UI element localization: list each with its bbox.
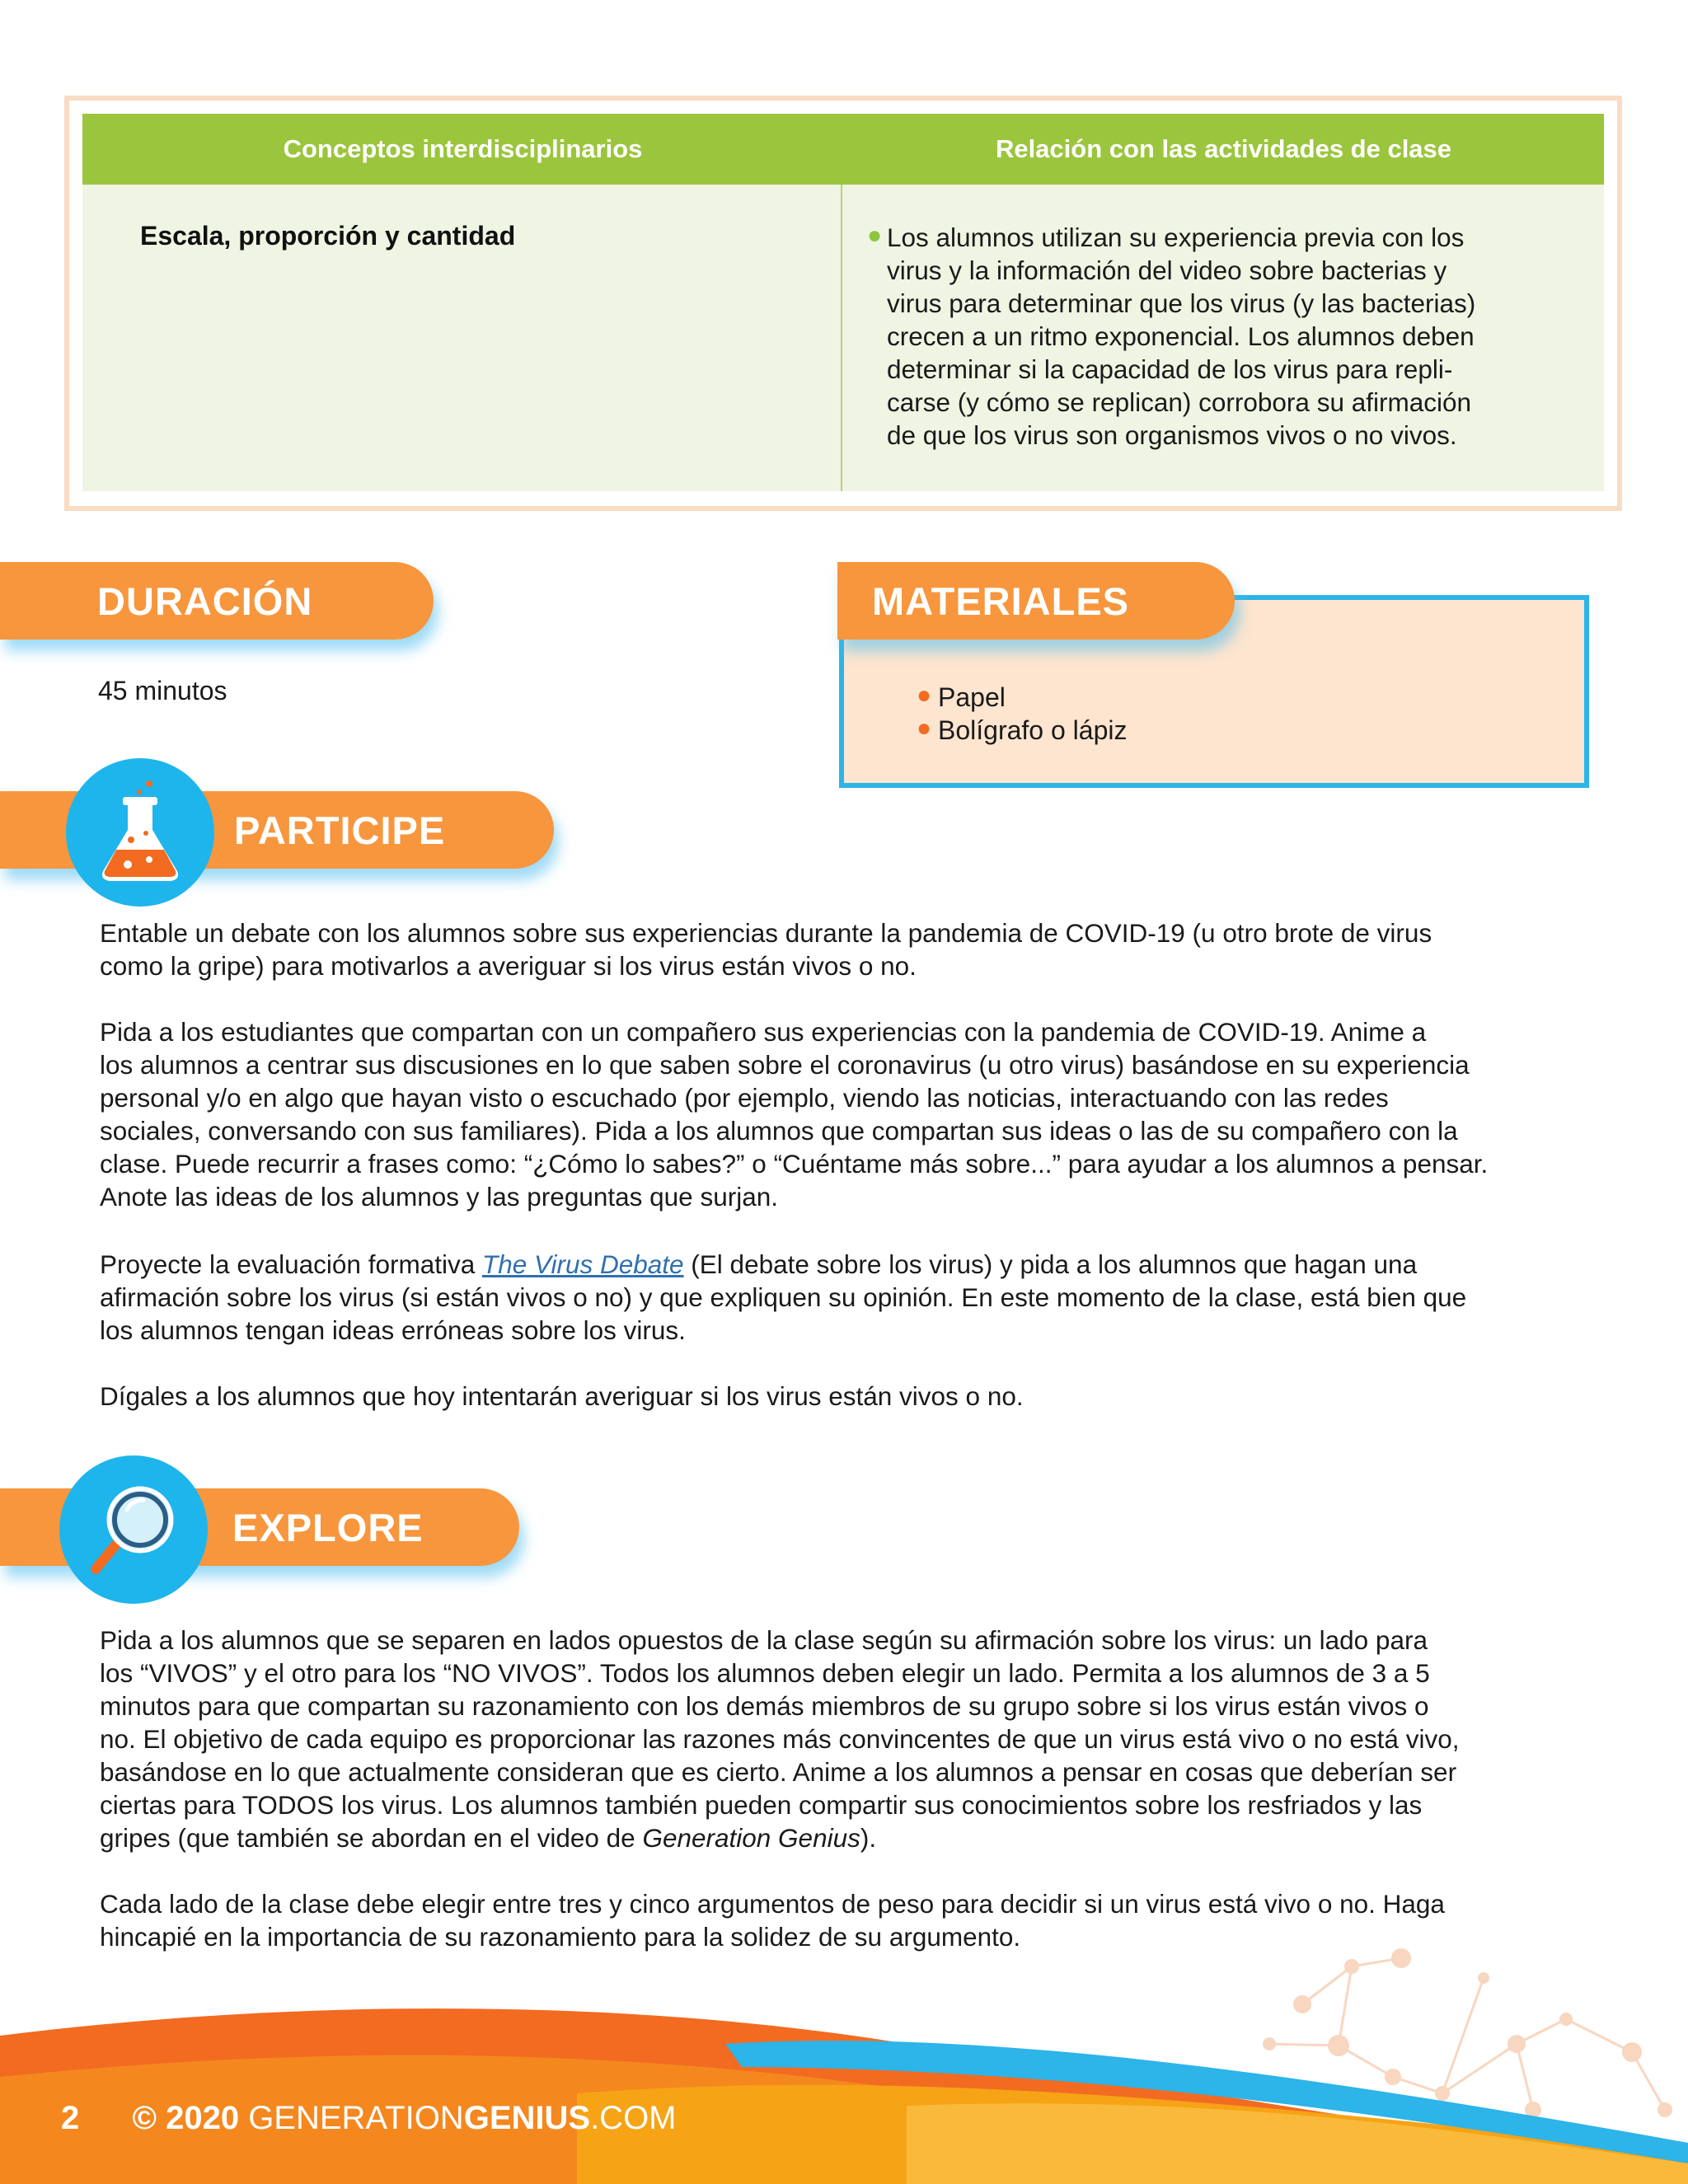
participe-paragraph-1 [100, 916, 1633, 982]
table-header-concepts: Conceptos interdisciplinarios [283, 134, 643, 163]
text-line: como la gripe) para motivarlos a averiguar si los virus están vivos o no. [100, 951, 917, 981]
bullet-icon: ● [867, 222, 883, 249]
text-line: Dígales a los alumnos que hoy intentarán averiguar si los virus están vivos o no. [100, 1381, 1024, 1411]
relation-line: de que los virus son organismos vivos o no vivos. [887, 420, 1457, 450]
relation-line: virus y la información del video sobre bacterias y [887, 255, 1447, 285]
material-label: Bolígrafo o lápiz [938, 715, 1128, 745]
text-run: ). [860, 1823, 877, 1853]
text-line: Entable un debate con los alumnos sobre sus experiencias durante la pandemia de COVID-19 (u otro brote de virus [100, 918, 1432, 948]
table-divider [841, 185, 842, 491]
text-line [100, 1248, 1633, 1281]
text-line: Pida a los alumnos que se separen en lados opuestos de la clase según su afirmación sobre los virus: un lado para [100, 1625, 1428, 1655]
virus-debate-link[interactable]: The Virus Debate [481, 1249, 684, 1279]
relation-line: virus para determinar que los virus (y las bacterias) [887, 288, 1476, 318]
text-line: los alumnos tengan ideas erróneas sobre los virus. [100, 1315, 686, 1345]
magnifier-icon [59, 1455, 208, 1604]
relation-line: carse (y cómo se replican) corrobora su afirmación [887, 387, 1472, 417]
text-line: minutos para que compartan su razonamiento con los demás miembros de su grupo sobre si los virus están vivos o [100, 1691, 1429, 1721]
list-item [917, 714, 1128, 747]
copyright: © 2020 [132, 2100, 249, 2136]
brand-text: .COM [590, 2100, 677, 2136]
text-line: Cada lado de la clase debe elegir entre tres y cinco argumentos de peso para decidir si un virus está vivo o no. Haga [100, 1889, 1445, 1919]
text-line: los alumnos a centrar sus discusiones en lo que saben sobre el coronavirus (u otro virus) basándose en su experiencia [100, 1050, 1470, 1080]
material-label: Papel [938, 682, 1006, 712]
text-line: basándose en lo que actualmente consideran que es cierto. Anime a los alumnos a pensar en cosas que deberían ser [100, 1757, 1457, 1787]
brand-text: GENERATION [248, 2100, 464, 2136]
text-line: Anote las ideas de los alumnos y las preguntas que surjan. [100, 1182, 778, 1212]
relation-line: Los alumnos utilizan su experiencia previa con los [887, 223, 1465, 252]
text-line: clase. Puede recurrir a frases como: “¿Cómo lo sabes?” o “Cuéntame más sobre...” para ayudar a los alumnos a pensar. [100, 1149, 1489, 1179]
flask-icon [66, 758, 214, 907]
participe-paragraph-2 [100, 1015, 1633, 1213]
materials-header [837, 562, 1235, 640]
table-cell-concept: Escala, proporción y cantidad [140, 221, 516, 251]
text-run-italic: Generation Genius [642, 1823, 860, 1853]
participe-title: PARTICIPE [234, 808, 446, 852]
footer-wave [0, 1978, 1688, 2184]
table-cell-relation [867, 221, 1563, 452]
text-run: Proyecte la evaluación formativa [100, 1249, 482, 1279]
explore-title: EXPLORE [232, 1505, 424, 1549]
text-line [100, 1821, 1633, 1854]
bullet-icon: ● [917, 682, 932, 709]
table-row [82, 185, 1604, 491]
duration-value: 45 minutos [98, 676, 227, 705]
relation-line: crecen a un ritmo exponencial. Los alumnos deben [887, 321, 1475, 351]
text-line: Pida a los estudiantes que compartan con un compañero sus experiencias con la pandemia de COVID-19. Anime a [100, 1017, 1427, 1047]
participe-paragraph-4 [100, 1380, 1633, 1413]
duration-header [0, 562, 434, 640]
relation-line: determinar si la capacidad de los virus para repli- [887, 354, 1453, 384]
explore-paragraph-1 [100, 1624, 1633, 1854]
text-run: (El debate sobre los virus) y pida a los alumnos que hagan una [683, 1249, 1418, 1279]
list-item [917, 681, 1127, 714]
table-header-relation: Relación con las actividades de clase [995, 134, 1452, 163]
text-line: afirmación sobre los virus (si están vivos o no) y que expliquen su opinión. En este momento de la clase, está bien que [100, 1282, 1467, 1312]
text-line: sociales, conversando con sus familiares). Pida a los alumnos que compartan sus ideas o las de su compañero con la [100, 1116, 1458, 1146]
text-line: no. El objetivo de cada equipo es proporcionar las razones más convincentes de que un virus está vivo o no está vivo, [100, 1724, 1460, 1754]
brand-text-bold: GENIUS [463, 2100, 591, 2136]
text-run: gripes (que también se abordan en el video de [100, 1823, 643, 1853]
participe-paragraph-3 [100, 1248, 1633, 1347]
text-line: hincapié en la importancia de su razonamiento para la solidez de su argumento. [100, 1922, 1021, 1952]
materials-list [917, 681, 1128, 747]
page-number: 2 [61, 2100, 80, 2136]
materials-title: MATERIALES [872, 579, 1130, 623]
text-line: ciertas para TODOS los virus. Los alumnos también pueden compartir sus conocimientos sobre los resfriados y las [100, 1790, 1423, 1820]
table-header [82, 114, 1604, 185]
interdisciplinary-table [64, 96, 1622, 511]
text-line: los “VIVOS” y el otro para los “NO VIVOS”. Todos los alumnos deben elegir un lado. Permita a los alumnos de 3 a 5 [100, 1658, 1430, 1688]
duration-title: DURACIÓN [97, 579, 313, 623]
bullet-icon: ● [917, 715, 932, 742]
text-line: personal y/o en algo que hayan visto o escuchado (por ejemplo, viendo las noticias, interactuando con las redes [100, 1083, 1389, 1113]
footer [61, 2100, 677, 2137]
